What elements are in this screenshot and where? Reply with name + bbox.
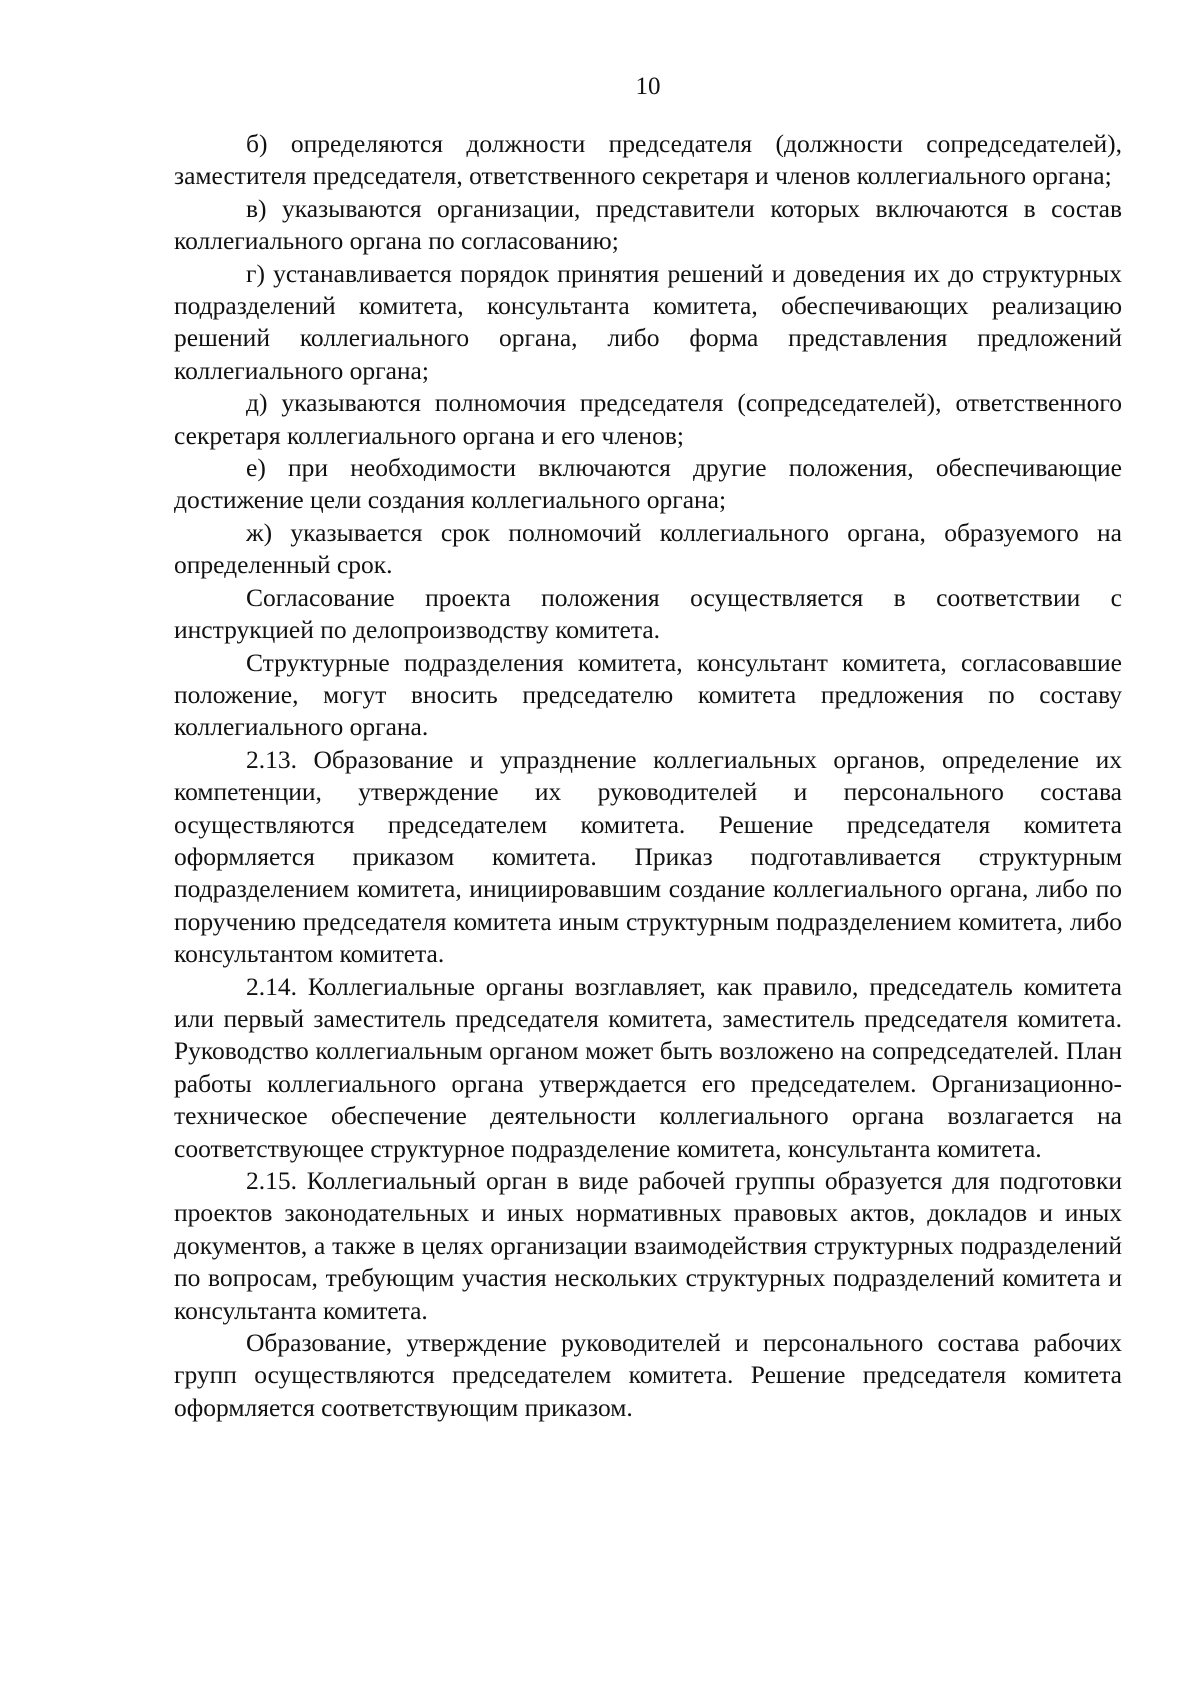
paragraph-g: г) устанавливается порядок принятия решений и доведения их до структурных подразделений комитета, консультанта комитета, обеспечивающих реализацию решений коллегиального органа, либо форма представления предложений коллегиального органа; [174, 258, 1122, 385]
paragraph-d: д) указываются полномочия председателя (сопредседателей), ответственного секретаря коллегиального органа и его членов; [174, 388, 1122, 450]
paragraph-proposals: Структурные подразделения комитета, консультант комитета, согласовавшие положение, могут вносить председателю комитета предложения по составу коллегиального органа. [174, 647, 1122, 742]
paragraph-2-15: 2.15. Коллегиальный орган в виде рабочей группы образуется для подготовки проектов законодательных и иных нормативных правовых актов, докладов и иных документов, а также в целях организации взаимодействия структурных подразделений по вопросам, требующим участия нескольких структурных подразделений комитета и консультанта комитета. [174, 1166, 1122, 1325]
paragraph-zh: ж) указывается срок полномочий коллегиального органа, образуемого на определенный срок. [174, 517, 1122, 580]
paragraph-2-14: 2.14. Коллегиальные органы возглавляет, как правило, председатель комитета или первый заместитель председателя комитета, заместитель председателя комитета. Руководство коллегиальным органом может быть возложено на сопредседателей. План работы коллегиального органа утверждается его председателем. Организационно-техническое обеспечение деятельности коллегиального органа возлагается на соответствующее структурное подразделение комитета, консультанта комитета. [174, 971, 1122, 1163]
paragraph-2-13: 2.13. Образование и упразднение коллегиальных органов, определение их компетенции, утверждение их руководителей и персонального состава осуществляются председателем комитета. Решение председателя комитета оформляется приказом комитета. Приказ подготавливается структурным подразделением комитета, инициировавшим создание коллегиального органа, либо по поручению председателя комитета иным структурным подразделением комитета, либо консультантом комитета. [174, 744, 1122, 969]
paragraph-working-groups: Образование, утверждение руководителей и персонального состава рабочих групп осуществляются председателем комитета. Решение председателя комитета оформляется соответствующим приказом. [174, 1328, 1122, 1422]
document-body [174, 128, 1122, 1424]
paragraph-b: б) определяются должности председателя (должности сопредседателей), заместителя председателя, ответственного секретаря и членов коллегиального органа; [174, 129, 1122, 191]
paragraph-e: е) при необходимости включаются другие положения, обеспечивающие достижение цели создания коллегиального органа; [174, 453, 1122, 515]
paragraph-v: в) указываются организации, представители которых включаются в состав коллегиального органа по согласованию; [174, 193, 1122, 256]
page-number: 10 [635, 73, 661, 100]
paragraph-approval: Согласование проекта положения осуществляется в соответствии с инструкцией по делопроизводству комитета. [174, 582, 1122, 645]
